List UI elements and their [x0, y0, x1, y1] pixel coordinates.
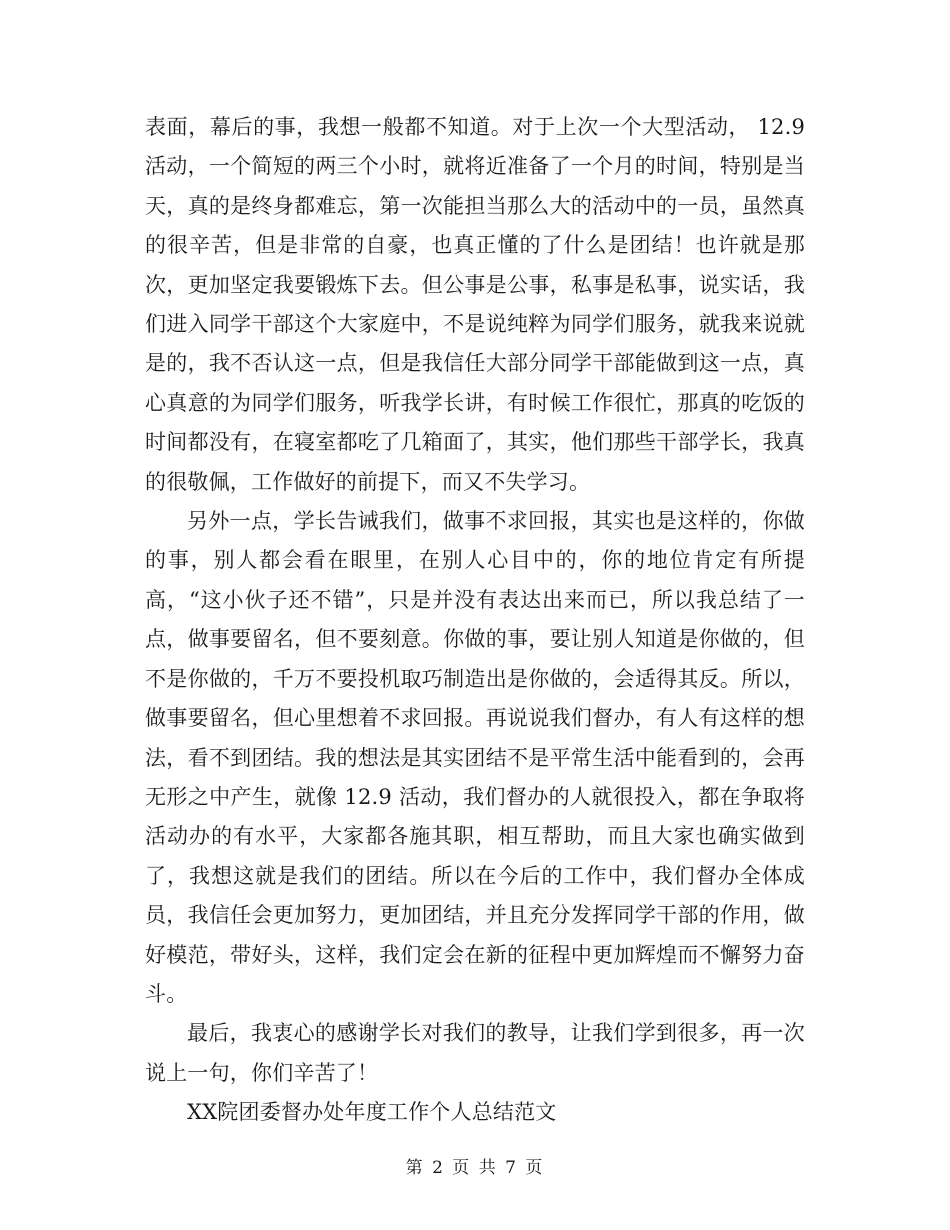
document-subtitle: XX院团委督办处年度工作个人总结范文: [187, 1100, 557, 1125]
paragraph-3: 最后，我衷心的感谢学长对我们的教导，让我们学到很多，再一次说上一句，你们辛苦了！: [145, 1021, 805, 1085]
paragraph-2: 另外一点，学长告诫我们，做事不求回报，其实也是这样的，你做的事，别人都会看在眼里，在别人心目中的，你的地位肯定有所提高，“这小伙子还不错”，只是并没有表达出来而已，所以我总结了一点，做事要留名，但不要刻意。你做的事，要让别人知道是你做的，但不是你做的，千万不要投机取巧制造出是你做的，会适得其反。所以，做事要留名，但心里想着不求回报。再说说我们督办，有人有这样的想法，看不到团结。我的想法是其实团结不是平常生活中能看到的，会再无形之中产生，就像 12.9 活动，我们督办的人就很投入，都在争取将活动办的有水平，大家都各施其职，相互帮助，而且大家也确实做到了，我想这就是我们的团结。所以在今后的工作中，我们督办全体成员，我信任会更加努力，更加团结，并且充分发挥同学干部的作用，做好模范，带好头，这样，我们定会在新的征程中更加辉煌而不懈努力奋斗。: [145, 509, 805, 1006]
paragraph-1: 表面，幕后的事，我想一般都不知道。对于上次一个大型活动， 12.9活动，一个简短的两三个小时，就将近准备了一个月的时间，特别是当天，真的是终身都难忘，第一次能担当那么大的活动中的一员，虽然真的很辛苦，但是非常的自豪，也真正懂的了什么是团结！也许就是那次，更加坚定我要锻炼下去。但公事是公事，私事是私事，说实话，我们进入同学干部这个大家庭中，不是说纯粹为同学们服务，就我来说就是的，我不否认这一点，但是我信任大部分同学干部能做到这一点，真心真意的为同学们服务，听我学长讲，有时候工作很忙，那真的吃饭的时间都没有，在寝室都吃了几箱面了，其实，他们那些干部学长，我真的很敬佩，工作做好的前提下，而又不失学习。: [145, 115, 805, 494]
page-number-footer: 第 2 页 共 7 页: [405, 1158, 545, 1178]
document-body: [145, 108, 805, 1133]
